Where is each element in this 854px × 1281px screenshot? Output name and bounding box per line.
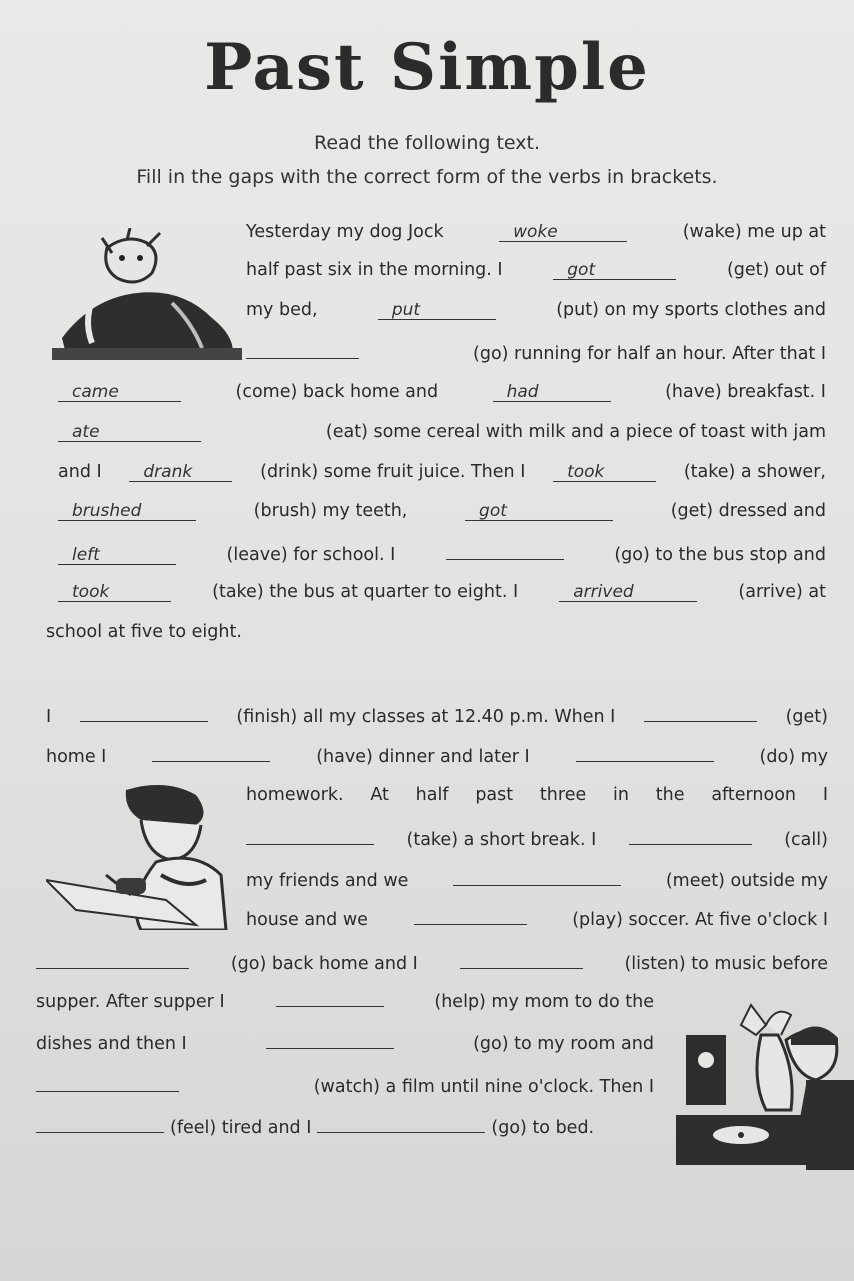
answer-blank-have[interactable]: had [493,383,611,402]
text-segment: (take) a short break. I [406,830,597,850]
text-segment: (leave) for school. I [226,545,396,565]
answer-blank-get-home[interactable] [644,703,757,722]
answer-blank-finish[interactable] [80,703,208,722]
text-segment: (come) back home and [235,382,439,402]
text-segment: (get) dressed and [670,501,826,521]
text-line-16 [246,867,828,891]
page-title: Past Simple [204,30,650,105]
text-segment: (go) back home and I [230,954,418,974]
instruction-fill: Fill in the gaps with the correct form of the verbs in brackets. [136,166,718,188]
text-segment: supper. After supper I [36,992,225,1012]
text-line-17 [246,906,828,930]
text-segment: (get) out of [726,260,826,280]
text-line-7 [58,462,826,482]
answer-blank-come[interactable]: came [58,383,181,402]
answer-blank-call[interactable] [629,826,752,845]
text-segment: (take) the bus at quarter to eight. I [212,582,519,602]
text-segment: (brush) my teeth, [253,501,408,521]
text-segment: (feel) tired and I [170,1118,312,1138]
text-line-19 [36,988,654,1012]
text-segment: (help) my mom to do the [434,992,654,1012]
text-line-1 [246,222,826,242]
text-segment: I [46,707,52,727]
text-segment: and I [58,462,102,482]
text-segment: dishes and then I [36,1034,187,1054]
text-segment: (call) [784,830,828,850]
text-line-10 [58,582,826,602]
text-line-6 [58,422,826,442]
answer-blank-meet[interactable] [453,867,621,886]
text-segment: homework. At half past three in the afternoon I [246,785,828,805]
answer-blank-do[interactable] [576,743,714,762]
answer-blank-brush[interactable]: brushed [58,502,196,521]
answer-blank-play[interactable] [414,906,527,925]
text-segment: (arrive) at [738,582,826,602]
text-segment: (go) to bed. [491,1118,595,1138]
text-segment: (get) [785,707,828,727]
text-segment: Yesterday my dog Jock [246,222,444,242]
answer-blank-have-dinner[interactable] [152,743,270,762]
text-line-4 [246,340,826,364]
text-segment: (put) on my sports clothes and [556,300,826,320]
answer-blank-go-room[interactable] [266,1030,394,1049]
text-line-8 [58,501,826,521]
dog-illustration [52,228,242,368]
instruction-read: Read the following text. [314,132,540,154]
text-segment: (have) breakfast. I [665,382,826,402]
answer-blank-go[interactable] [246,340,359,359]
answer-blank-get-dressed[interactable]: got [465,502,613,521]
answer-blank-take[interactable]: took [553,463,656,482]
text-line-12 [46,703,828,727]
text-segment: (do) my [759,747,828,767]
answer-blank-go-home[interactable] [36,950,189,969]
text-segment: (go) running for half an hour. After that I [473,344,826,364]
text-line-15 [246,826,828,850]
text-segment: (drink) some fruit juice. Then I [260,462,526,482]
text-segment: school at five to eight. [46,622,242,642]
text-line-11 [46,622,242,642]
text-segment: my bed, [246,300,318,320]
text-segment: (meet) outside my [665,871,828,891]
text-segment: (play) soccer. At five o'clock I [572,910,828,930]
text-segment: home I [46,747,107,767]
answer-blank-listen[interactable] [460,950,583,969]
text-line-18 [36,950,828,974]
text-segment: (go) to the bus stop and [614,545,826,565]
answer-blank-take-break[interactable] [246,826,374,845]
text-segment: (have) dinner and later I [316,747,530,767]
answer-blank-go-bus[interactable] [446,541,564,560]
answer-blank-help[interactable] [276,988,384,1007]
text-segment: (listen) to music before [624,954,828,974]
answer-blank-drink[interactable]: drank [129,463,232,482]
answer-blank-go-bed[interactable] [317,1114,485,1133]
text-line-14 [246,785,828,805]
text-line-9 [58,541,826,565]
answer-blank-arrive[interactable]: arrived [559,583,697,602]
text-segment: half past six in the morning. I [246,260,503,280]
text-segment: my friends and we [246,871,409,891]
answer-blank-put[interactable]: put [378,301,496,320]
text-segment: house and we [246,910,368,930]
text-segment: (go) to my room and [473,1034,654,1054]
text-segment: (finish) all my classes at 12.40 p.m. When I [236,707,616,727]
answer-blank-leave[interactable]: left [58,546,176,565]
boy-homework-illustration [46,780,242,930]
text-line-5 [58,382,826,402]
text-segment: (watch) a film until nine o'clock. Then I [313,1077,654,1097]
answer-blank-watch[interactable] [36,1073,179,1092]
text-segment: (wake) me up at [682,222,826,242]
text-segment: (take) a shower, [683,462,826,482]
text-line-21 [36,1073,654,1097]
answer-blank-get[interactable]: got [553,261,676,280]
answer-blank-eat[interactable]: ate [58,423,201,442]
text-line-22 [36,1114,594,1138]
text-segment: (eat) some cereal with milk and a piece of toast with jam [325,422,826,442]
answer-blank-wake[interactable]: woke [499,223,627,242]
text-line-3 [246,300,826,320]
text-line-13 [46,743,828,767]
text-line-2 [246,260,826,280]
music-boy-illustration [666,1000,854,1170]
answer-blank-take-bus[interactable]: took [58,583,171,602]
text-line-20 [36,1030,654,1054]
answer-blank-feel[interactable] [36,1114,164,1133]
